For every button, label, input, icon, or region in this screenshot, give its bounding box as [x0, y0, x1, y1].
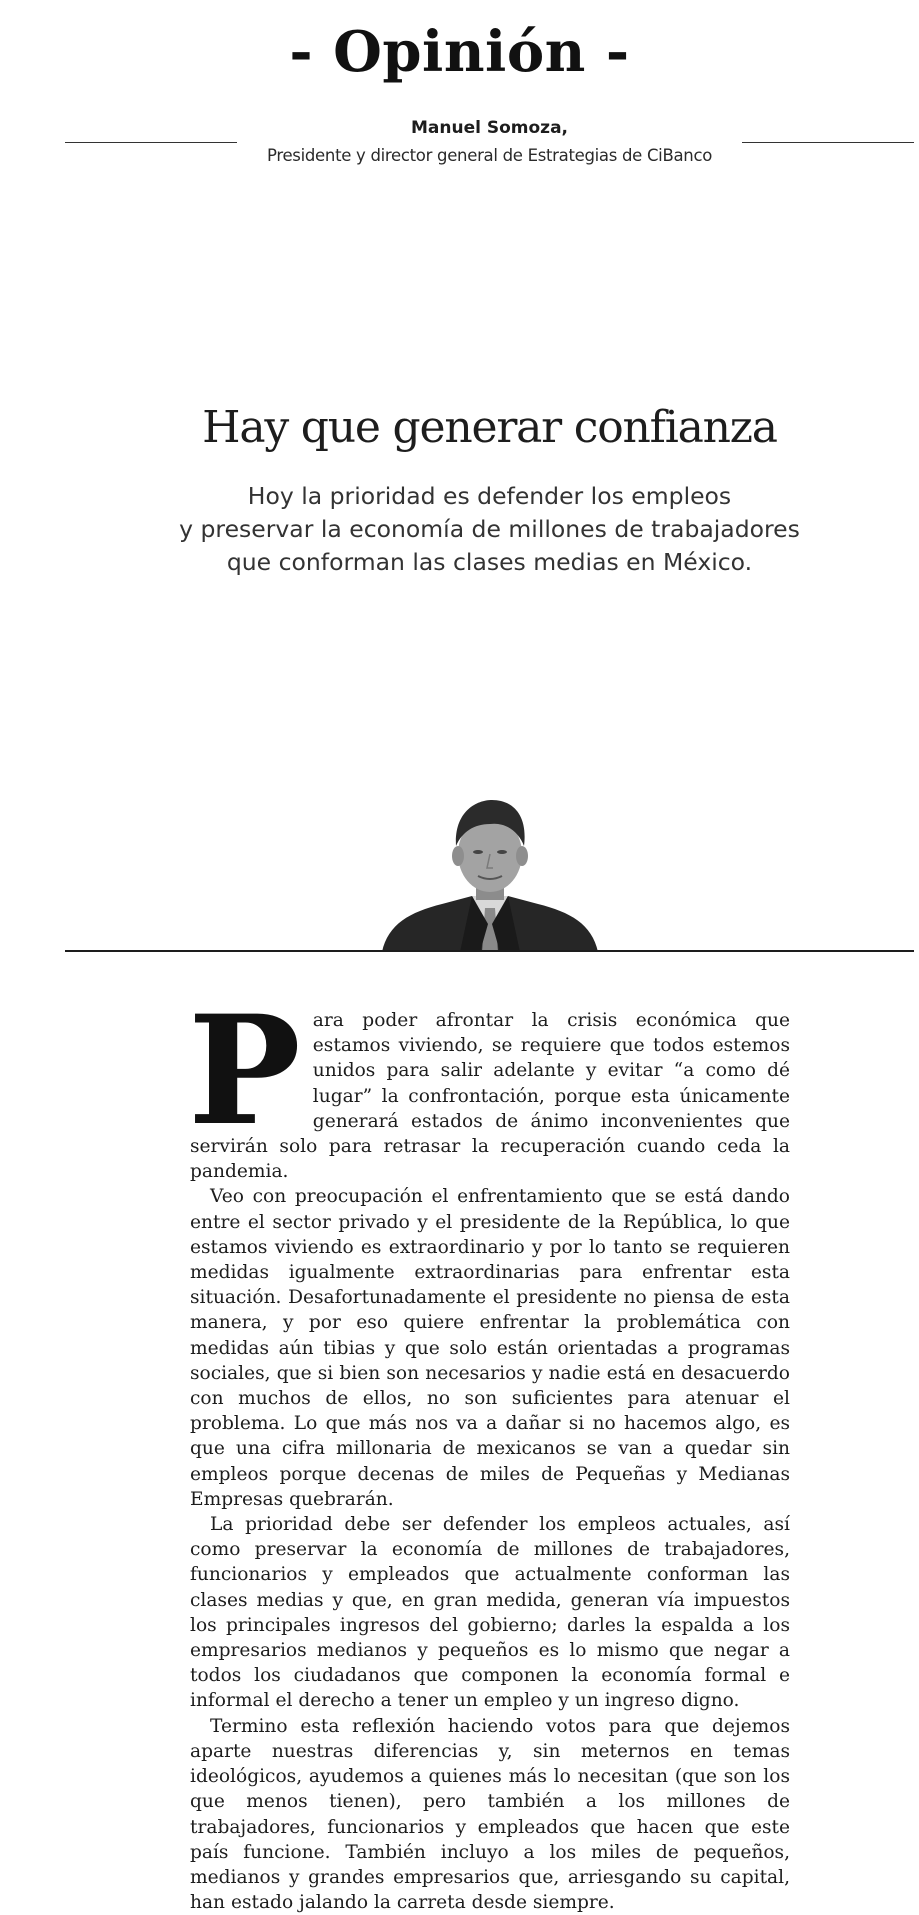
article-headline: Hay que generar confianza: [202, 402, 777, 453]
author-role: Presidente y director general de Estrategias de CiBanco: [266, 146, 713, 165]
article-paragraph: Veo con preocupación el enfrentamiento que se está dando entre el sector privado y el presidente de la República, lo que estamos viviendo es extraordinario y por lo tanto se requieren medidas igualmente extraordinarias para enfrentar esta situación. Desafortunadamente el presidente no piensa de esta manera, y por eso quiere enfrentar la problemática con medidas aún tibias y que solo están orientadas a programas sociales, que si bien son necesarios y nadie está en desacuerdo con muchos de ellos, no son suficientes para atenuar el problema. Lo que más nos va a dañar si no hacemos algo, es que una cifra millonaria de mexicanos se van a quedar sin empleos porque decenas de miles de Pequeñas y Medianas Empresas quebrarán.: [190, 1186, 790, 1510]
article-body: [188, 983, 790, 1915]
paragraph-text: ara poder afrontar la crisis económica que estamos viviendo, se requiere que todos estemos unidos para salir adelante y evitar “a como dé lugar” la confrontación, porque esta únicamente generará estados de ánimo inconvenientes que servirán solo para retrasar la recuperación cuando ceda la pandemia.: [190, 1010, 790, 1183]
article-deck: [0, 480, 919, 579]
header-rule-right: [742, 142, 914, 143]
deck-line: que conforman las clases medias en México.: [226, 548, 753, 576]
author-name: Manuel Somoza,: [410, 118, 568, 138]
section-title: - Opinión -: [289, 19, 630, 85]
section-divider: [65, 950, 914, 952]
deck-line: y preservar la economía de millones de trabajadores: [179, 515, 800, 543]
header-rule-left: [65, 142, 237, 143]
article-paragraph: [188, 983, 790, 1184]
deck-line: Hoy la prioridad es defender los empleos: [247, 482, 732, 510]
author-portrait: [380, 796, 600, 952]
article-paragraph: Termino esta reflexión haciendo votos para que dejemos aparte nuestras diferencias y, sin meternos en temas ideológicos, ayudemos a quienes más lo necesitan (que son los que menos tienen), pero también a los millones de trabajadores, funcionarios y empleados que hacen que este país funcione. También incluyo a los miles de pequeños, medianos y grandes empresarios que, arriesgando su capital, han estado jalando la carreta desde siempre.: [190, 1715, 790, 1914]
drop-cap: P: [188, 983, 301, 1159]
article-paragraph: La prioridad debe ser defender los empleos actuales, así como preservar la economía de millones de trabajadores, funcionarios y empleados que actualmente conforman las clases medias y que, en gran medida, generan vía impuestos los principales ingresos del gobierno; darles la espalda a los empresarios medianos y pequeños es lo mismo que negar a todos los ciudadanos que componen la economía formal e informal el derecho a tener un empleo y un ingreso digno.: [190, 1514, 790, 1712]
author-portrait-illustration: [380, 796, 600, 952]
